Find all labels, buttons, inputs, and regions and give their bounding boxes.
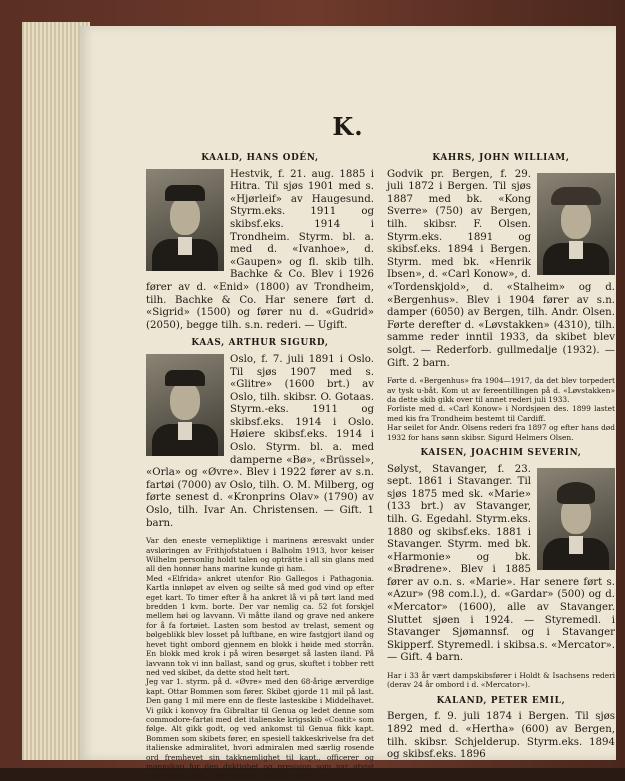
face-shape bbox=[170, 382, 200, 420]
face-shape bbox=[561, 201, 591, 239]
right-column bbox=[387, 146, 615, 762]
entry-kaas bbox=[146, 337, 374, 780]
portrait-photo bbox=[537, 468, 615, 570]
entry-note: Var den eneste vernepliktige i marinens æresvakt under avsløringen av Frithjofstatuen i Balholm 1913, hvor keiser Wilhelm personlig holdt talen og opträtte i all sin glans med all den honnør hans marine kunde gi ham. bbox=[146, 536, 374, 574]
portrait-photo bbox=[146, 354, 224, 456]
entry-name: KAALD, HANS ODÉN, bbox=[201, 153, 319, 163]
entry-kaald bbox=[146, 152, 374, 332]
hat-icon bbox=[551, 187, 601, 205]
captain-cap-icon bbox=[165, 185, 205, 201]
collar-shape bbox=[569, 241, 583, 259]
collar-shape bbox=[569, 536, 583, 554]
entry-bio: Hestvik, f. 21. aug. 1885 i Hitra. Til sjøs 1901 med s. «Hjørleif» av Haugesund. Styrm.eks. 1911 og skibsf.eks. 1914 i Trondheim. Styrm. bl. a. med d. «Ivanhoe», d. «Gaupen» og fl. skib tilh. Bachke & Co. Blev i 1926 fører av d. «Enid» (1800) av Trondheim, tilh. Bachke & Co. Har senere ført d. «Sigrid» (1500) og fører nu d. «Gudrid» (2050), begge tilh. s.n. rederi. — Ugift. bbox=[146, 168, 374, 331]
entry-name: KAISEN, JOACHIM SEVERIN, bbox=[420, 447, 582, 458]
face-shape bbox=[170, 197, 200, 235]
entry-kahrs bbox=[387, 152, 615, 442]
entry-kaland bbox=[387, 695, 615, 762]
book-page bbox=[80, 26, 616, 781]
left-column bbox=[146, 146, 374, 781]
collar-shape bbox=[178, 422, 192, 440]
entry-note: Forliste med d. «Carl Konow» i Nordsjøen des. 1899 lastet med kis fra Trondheim bestemt til Cardiff. bbox=[387, 404, 615, 423]
entry-note: Jeg var 1. styrm. på d. «Øvre» med den 68-årige ærverdige kapt. Ottar Bommen som fører. Skibet gjorde 11 mil på last. Den gang 1 mil mere enn de fleste lasteskibe i Middelhavet. Vi gikk i konvoy fra Gibraltar til Genua og ledet denne som commodore-fartøi med det italienske krigsskib «Coatit» som følge. Alt gikk godt, og ved ankomst til Genua fikk kapt. Bommen som skibets fører, en spesiell takkeskrivelse fra det italienske admiralitet, hvori admiralen med særlig rosende ord fremhevet sin takknemlighet til kapt., officerer og mannskap for den dyktighet og presisjon som var utvist under konvoyen. Det stolteste øieblikk i mitt liv. bbox=[146, 677, 374, 781]
entry-name: KALAND, PETER EMIL, bbox=[436, 695, 566, 706]
captain-cap-icon bbox=[165, 370, 205, 386]
portrait-photo bbox=[146, 169, 224, 271]
hair-shape bbox=[557, 482, 595, 504]
portrait-photo bbox=[537, 173, 615, 275]
entry-note: Har i 33 år vært dampskibsfører i Holdt & Isachsens rederi (derav 24 år ombord i d. «Mercator»). bbox=[387, 671, 615, 690]
entry-name: KAHRS, JOHN WILLIAM, bbox=[432, 153, 570, 163]
entry-kaisen bbox=[387, 447, 615, 690]
section-letter: K. bbox=[332, 112, 364, 141]
entry-note: Med «Elfrida» ankret utenfor Rio Gallegos i Pathagonia. Kartla innløpet av elven og seilte så med god vind op efter eget kart. To timer efter å ha ankret lå vi på tørt land med bredden 1 kvm. borte. Der var nemlig ca. 52 fot forskjel mellem høi og lavvann. Vi måtte iland og grave ned ankere for å fa fortøiet. Lasten som bestod av trelast, sement og bølgeblikk blev losset på luftbane, en wire fastgjort iland og hevet tight ombord gjennem en blokk i høide med storrån. En blokk med krok i på wiren besørget så lasten iland. På lavvann tok vi inn ballast, sand og grus, skuftet i tobber rett ned ved skibet, da dette stod helt tørt. bbox=[146, 573, 374, 677]
entry-note: Har seilet for Andr. Olsens rederi fra 1897 og efter hans død 1932 for hans sønn skibsr. Sigurd Helmers Olsen. bbox=[387, 423, 615, 442]
entry-name: KAAS, ARTHUR SIGURD, bbox=[191, 338, 329, 349]
entry-bio: Bergen, f. 9. juli 1874 i Bergen. Til sjøs 1892 med d. «Hertha» (600) av Bergen, tilh. skibsr. Schjelderup. Styrm.eks. 1894 og skibsf.eks. 1896 bbox=[387, 711, 615, 761]
collar-shape bbox=[178, 237, 192, 255]
entry-bio: Godvik pr. Bergen, f. 29. juli 1872 i Bergen. Til sjøs 1887 med bk. «Kong Sverre» (750) av Bergen, tilh. skibsr. F. Olsen. Styrm.eks. 1891 og skibsf.eks. 1894 i Bergen. Styrm. med bk. «Henrik Ibsen», d. «Carl Konow», d. «Tordenskjold», d. «Stalheim» og d. «Bergenhus». Blev i 1904 fører av s.n. damper (6050) av Bergen, tilh. Andr. Olsen. Førte derefter d. «Løvstakken» (4310), tilh. samme reder inntil 1933, da skibet blev solgt. — Rederforb. gullmedalje (1932). — Gift. 2 barn. bbox=[387, 168, 615, 369]
entry-note: Førte d. «Bergenhus» fra 1904—1917, da det blev torpedert av tysk u-båt. Kom ut av fereentillingen på d. «Løvstakken» da dette skib gikk over til annet rederi juli 1933. bbox=[387, 376, 615, 404]
entry-bio: Oslo, f. 7. juli 1891 i Oslo. Til sjøs 1907 med s. «Glitre» (1600 brt.) av Oslo, tilh. skibsr. O. Gotaas. Styrm.-eks. 1911 og skibsf.eks. 1914 i Oslo. Høiere skibsf.eks. 1914 i Oslo. Styrm. bl. a. med damperne «Bø», «Brüssel», «Orla» og «Øvre». Blev i 1922 fører av s.n. fartøi (7000) av Oslo, tilh. O. M. Milberg, og førte senest d. «Kronprins Olav» (1790) av Oslo, tilh. Ivar An. Christensen. — Gift. 1 barn. bbox=[146, 353, 374, 529]
entry-bio: Sølyst, Stavanger, f. 23. sept. 1861 i Stavanger. Til sjøs 1875 med sk. «Marie» (133 brt.) av Stavanger, tilh. G. Egedahl. Styrm.eks. 1880 og skibsf.eks. 1881 i Stavanger. Styrm. med bk. «Harmonie» og bk. «Brødrene». Blev i 1885 fører av o.n. s. «Marie». Har senere ført s. «Azur» (98 com.l.), d. «Gardar» (500) og d. «Mercator» (1600), alle av Stavanger. Sluttet sjøen i 1924. — Styremedl. i Stavanger Sjømannsf. og i Stavanger Skipperf. Styremedl. i skibsa.s. «Mercator». — Gift. 4 barn. bbox=[387, 463, 615, 664]
